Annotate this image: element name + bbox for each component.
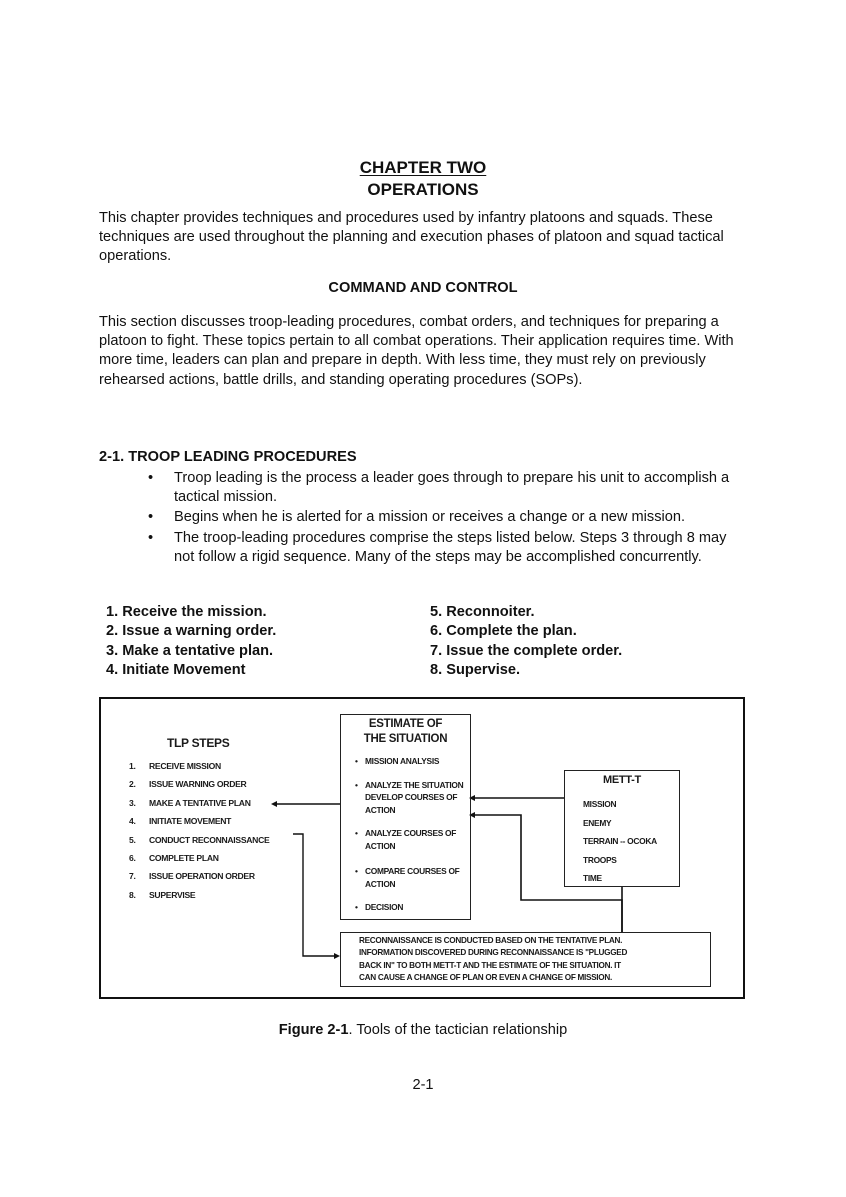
step-item: 2. Issue a warning order. <box>106 623 277 640</box>
tlp-step: 2. ISSUE WARNING ORDER <box>129 779 247 790</box>
connector-tlp-to-recon <box>293 834 337 956</box>
tlp-step: 8. SUPERVISE <box>129 889 196 900</box>
mett-t-title: METT-T <box>603 774 641 786</box>
page-number: 2-1 <box>412 1077 434 1093</box>
step-item: 4. Initiate Movement <box>106 661 246 678</box>
mett-t-item: TERRAIN -- OCOKA <box>583 836 657 847</box>
list-item <box>146 469 746 507</box>
bullet-icon: • <box>355 902 358 912</box>
estimate-item: • COMPARE COURSES OF ACTION <box>355 866 460 889</box>
figure-caption-text: . Tools of the tactician relationship <box>348 1022 568 1038</box>
estimate-of-situation-box <box>340 714 471 920</box>
step-item: 7. Issue the complete order. <box>430 642 623 659</box>
list-item <box>146 508 746 527</box>
subsection-heading: 2-1. TROOP LEADING PROCEDURES <box>99 449 357 465</box>
bullet-list <box>146 469 746 568</box>
bullet-icon: • <box>148 529 154 546</box>
mett-t-box <box>564 770 680 887</box>
steps-right-column <box>430 603 622 680</box>
estimate-item: • MISSION ANALYSIS <box>355 756 440 766</box>
figure-tools-of-tactician <box>99 697 745 999</box>
estimate-item: • ANALYZE THE SITUATION DEVELOP COURSES OF ACTION <box>355 779 464 815</box>
tlp-steps-title: TLP STEPS <box>167 736 230 750</box>
figure-caption <box>0 1022 846 1038</box>
bullet-text: Begins when he is alerted for a mission or receives a change or a new mission. <box>174 509 686 526</box>
mett-t-list <box>583 795 657 888</box>
tlp-step: 1. RECEIVE MISSION <box>129 761 221 771</box>
bullet-icon: • <box>148 509 154 526</box>
step-item: 8. Supervise. <box>430 661 521 678</box>
tlp-step: 4. INITIATE MOVEMENT <box>129 816 232 827</box>
estimate-list <box>355 755 463 914</box>
arrowhead-icon <box>271 801 277 807</box>
tlp-steps-list <box>129 757 269 904</box>
tlp-step: 7. ISSUE OPERATION ORDER <box>129 871 255 882</box>
reconnaissance-note-box <box>340 932 711 987</box>
bullet-text: Troop leading is the process a leader goes through to prepare his unit to accomplish a tactical mission. <box>174 470 730 506</box>
step-item: 5. Reconnoiter. <box>430 604 535 620</box>
chapter-subtitle: OPERATIONS <box>367 180 479 199</box>
bullet-icon: • <box>355 866 358 876</box>
figure-caption-label: Figure 2-1 <box>278 1022 349 1038</box>
step-item: 1. Receive the mission. <box>106 604 267 620</box>
bullet-text: The troop-leading procedures comprise the steps listed below. Steps 3 through 8 may not follow a rigid sequence. Many of the steps may be accomplished concurrently. <box>174 529 727 565</box>
mett-t-item: TIME <box>583 873 602 884</box>
mett-t-item: ENEMY <box>583 817 612 828</box>
chapter-title: CHAPTER TWO <box>359 158 487 177</box>
estimate-item: • ANALYZE COURSES OF ACTION <box>355 828 457 851</box>
estimate-item: • DECISION <box>355 902 404 912</box>
bullet-icon: • <box>355 756 358 766</box>
mett-t-item: MISSION <box>583 799 617 809</box>
estimate-title: ESTIMATE OF THE SITUATION <box>363 718 448 745</box>
step-item: 6. Complete the plan. <box>430 623 577 640</box>
bullet-icon: • <box>355 828 358 838</box>
section-body: This section discusses troop-leading procedures, combat orders, and techniques for preparing a platoon to fight. These topics pertain to all combat operations. Their application requires time. With more time, leaders can plan and prepare in depth. With less time, they must rely on previously rehearsed actions, battle drills, and standing operating procedures (SOPs). <box>99 314 734 388</box>
list-item <box>146 529 746 567</box>
step-item: 3. Make a tentative plan. <box>106 642 274 659</box>
chapter-intro: This chapter provides techniques and procedures used by infantry platoons and squads. These techniques are used throughout the planning and execution phases of platoon and squad tactical operations. <box>99 210 724 265</box>
tlp-step: 3. MAKE A TENTATIVE PLAN <box>129 797 251 808</box>
bullet-icon: • <box>148 470 154 486</box>
mett-t-item: TROOPS <box>583 854 617 865</box>
section-heading: COMMAND AND CONTROL <box>328 280 518 296</box>
tlp-step: 6. COMPLETE PLAN <box>129 853 219 864</box>
reconnaissance-note: RECONNAISSANCE IS CONDUCTED BASED ON THE TENTATIVE PLAN. INFORMATION DISCOVERED DURING RECONNAISSANCE IS "PLUGGED BACK IN" TO BOTH METT-T AND THE ESTIMATE OF THE SITUATION. IT CAN CAUSE A CHANGE OF PLAN OR EVEN A CHANGE OF MISSION. <box>359 936 628 983</box>
bullet-icon: • <box>355 779 358 790</box>
steps-left-column <box>106 603 276 680</box>
tlp-step: 5. CONDUCT RECONNAISSANCE <box>129 834 270 845</box>
